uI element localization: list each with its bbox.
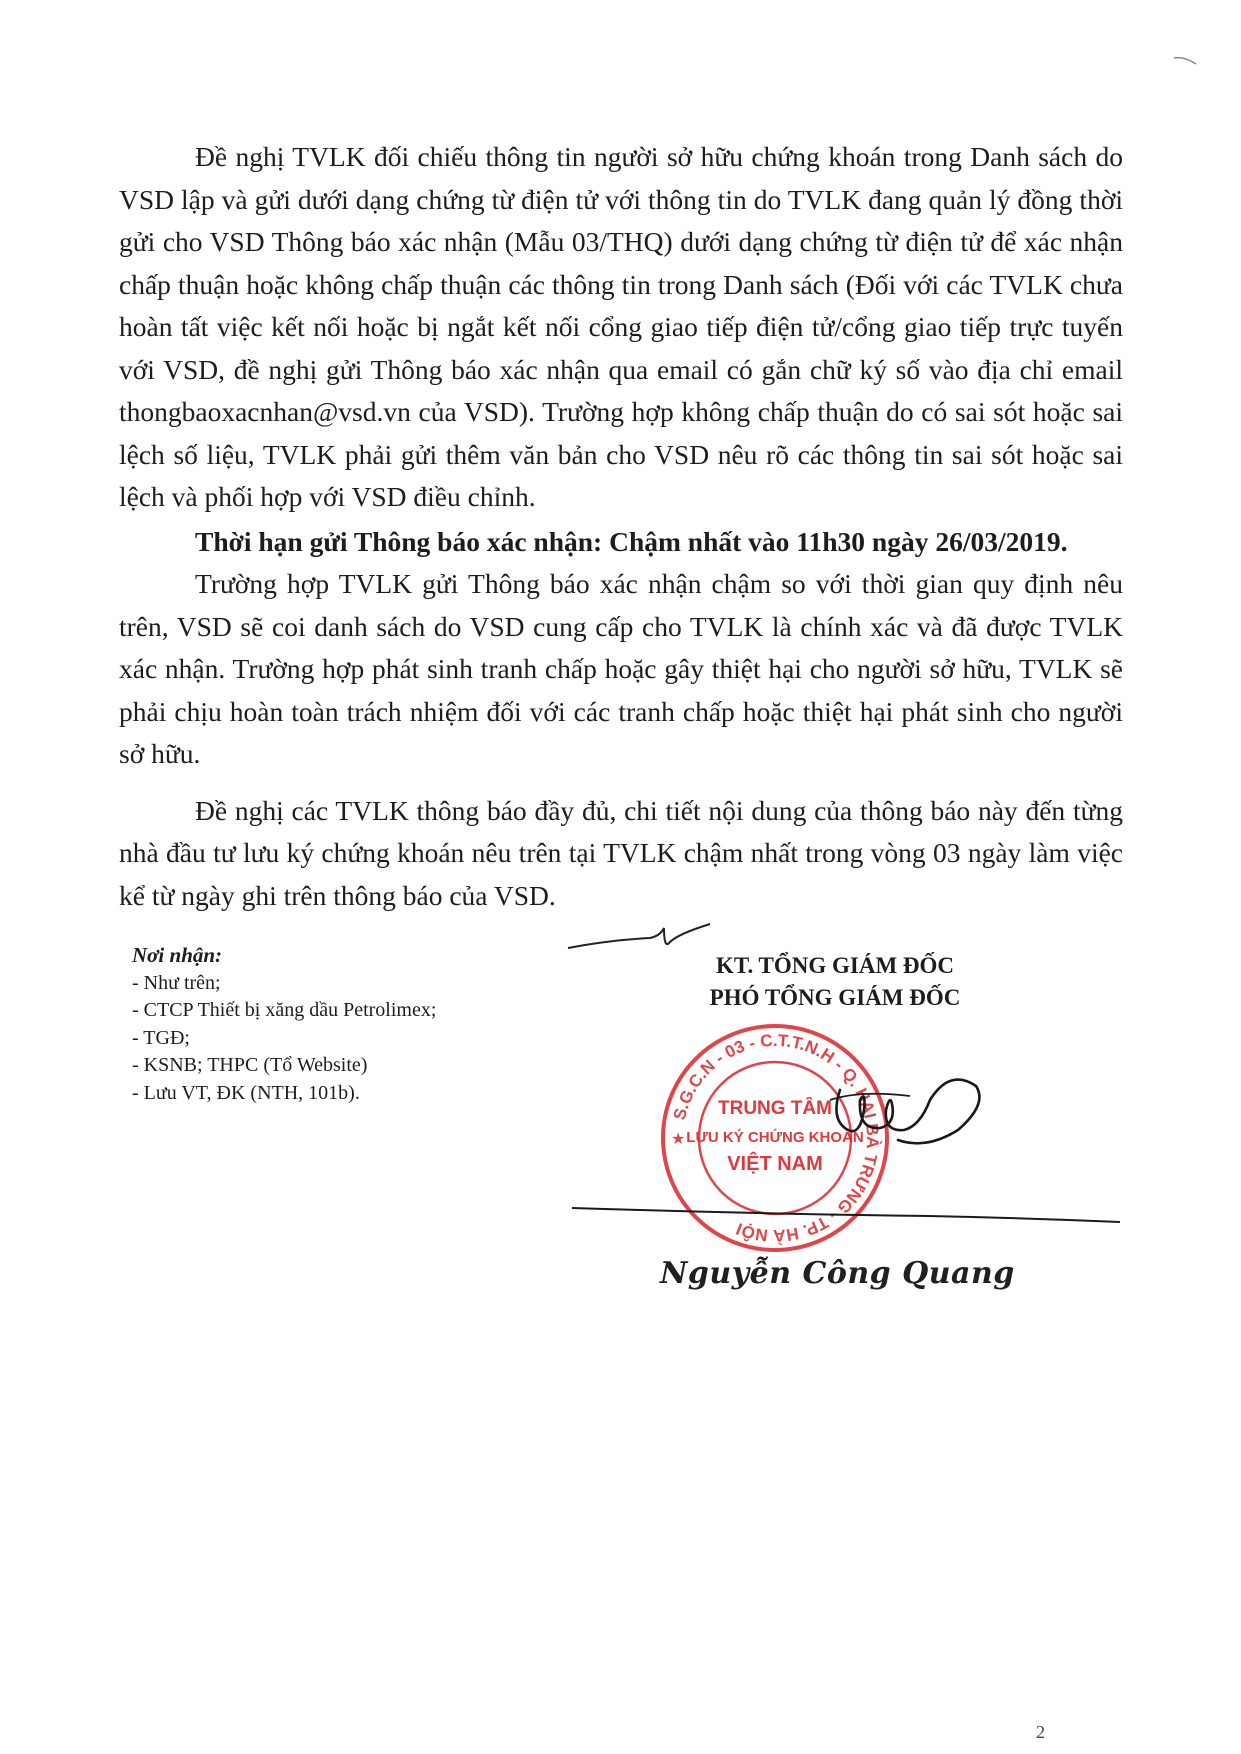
recipient-item: - CTCP Thiết bị xăng dầu Petrolimex;: [132, 999, 437, 1021]
signer-name: Nguyễn Công Quang: [660, 1256, 1015, 1291]
paragraph-notify-investors: Đề nghị các TVLK thông báo đầy đủ, chi tiết nội dung của thông báo này đến từng nhà đầu tư lưu ký chứng khoán nêu trên tại TVLK chậm nhất trong vòng 03 ngày làm việc kể từ ngày ghi trên thông báo của VSD.: [119, 794, 1123, 911]
paragraph-late-submission: Trường hợp TVLK gửi Thông báo xác nhận chậm so với thời gian quy định nêu trên, VSD sẽ coi danh sách do VSD cung cấp cho TVLK là chính xác và đã được TVLK xác nhận. Trường hợp phát sinh tranh chấp hoặc gây thiệt hại cho người sở hữu, TVLK sẽ phải chịu hoàn toàn trách nhiệm đối với các tranh chấp hoặc thiệt hại phát sinh cho người sở hữu.: [119, 568, 1123, 769]
recipients-title: Nơi nhận:: [132, 943, 223, 967]
paragraph-verify-list: Đề nghị TVLK đối chiếu thông tin người sở hữu chứng khoán trong Danh sách do VSD lập và gửi dưới dạng chứng từ điện tử với thông tin do TVLK đang quản lý đồng thời gửi cho VSD Thông báo xác nhận (Mẫu 03/THQ) dưới dạng chứng từ điện tử để xác nhận chấp thuận hoặc không chấp thuận các thông tin trong Danh sách (Đối với các TVLK chưa hoàn tất việc kết nối hoặc bị ngắt kết nối cổng giao tiếp điện tử/cổng giao tiếp trực tuyến với VSD, đề nghị gửi Thông báo xác nhận qua email có gắn chữ ký số vào địa chỉ email thongbaoxacnhan@vsd.vn của VSD). Trường hợp không chấp thuận do có sai sót hoặc sai lệch số liệu, TVLK phải gửi thêm văn bản cho VSD nêu rõ các thông tin sai sót hoặc sai lệch và phối hợp với VSD điều chỉnh.: [119, 141, 1123, 512]
recipient-item: - TGĐ;: [132, 1026, 190, 1049]
seal-center-line3: VIỆT NAM: [727, 1153, 823, 1175]
letter-body: [119, 136, 1123, 917]
recipient-item: - Như trên;: [132, 971, 221, 994]
recipient-item: - Lưu VT, ĐK (NTH, 101b).: [132, 1081, 360, 1104]
recipients-list: [132, 970, 552, 1108]
signer-title-line2: PHÓ TỔNG GIÁM ĐỐC: [709, 985, 961, 1010]
recipient-item: - KSNB; THPC (Tổ Website): [132, 1054, 368, 1076]
deadline-statement: Thời hạn gửi Thông báo xác nhận: Chậm nhất vào 11h30 ngày 26/03/2019.: [195, 525, 1068, 557]
seal-ring-text: S.G.C.N - 03 - C.T.T.N.H - Q. HAI BÀ TRƯNG - TP. HÀ NỘI: [669, 1030, 883, 1246]
seal-center-line2: LƯU KÝ CHỨNG KHOÁN: [686, 1129, 864, 1146]
scan-mark: [1172, 54, 1198, 68]
signer-title-line1: KT. TỔNG GIÁM ĐỐC: [715, 953, 955, 978]
page-number: 2: [1036, 1722, 1045, 1742]
recipients-block: [132, 942, 552, 1107]
signature-underline: [568, 1198, 1128, 1228]
handwritten-signature: [800, 1060, 990, 1180]
svg-text:★: ★: [671, 1131, 686, 1148]
signature-title-block: [600, 950, 1070, 1014]
seal-center-line1: TRUNG TÂM: [718, 1098, 832, 1119]
